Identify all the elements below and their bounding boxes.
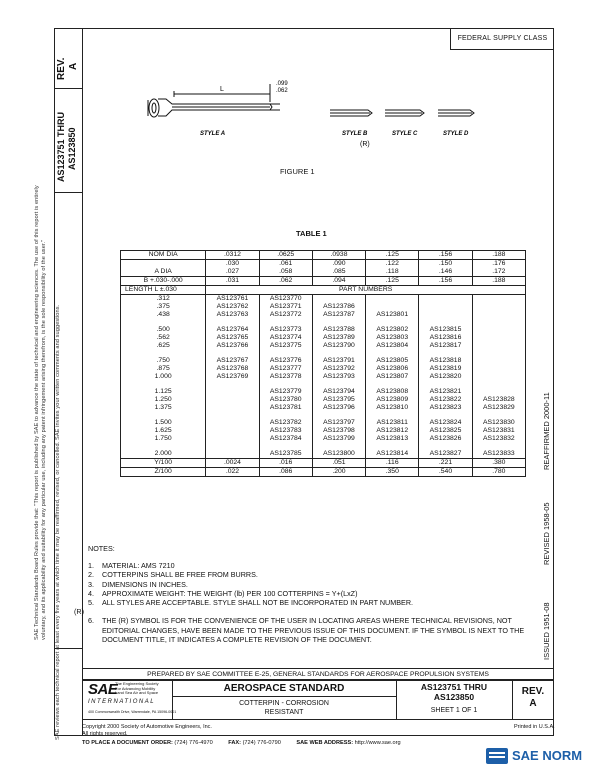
table-cell: AS123782	[259, 419, 312, 427]
table-cell: AS123822	[419, 396, 472, 404]
issued-date: ISSUED 1951-08	[542, 602, 551, 660]
note-number: 6.	[88, 616, 94, 626]
note-number: 4.	[88, 588, 94, 598]
row-label-cell: 1.375	[121, 404, 206, 412]
table-cell: .221	[419, 459, 472, 468]
notes-section	[74, 544, 548, 644]
table-cell: AS123775	[259, 342, 312, 350]
style-c-label: STYLE C	[392, 131, 418, 137]
length-label: LENGTH L ±.030	[121, 286, 206, 295]
spacer-row	[121, 381, 526, 388]
table-cell: .090	[312, 260, 365, 269]
table-row	[121, 326, 526, 334]
note-item	[88, 580, 548, 589]
style-b-label: STYLE B	[342, 131, 368, 137]
web-label: SAE WEB ADDRESS:	[296, 740, 354, 746]
table-cell: AS123787	[312, 311, 365, 319]
doc-number	[396, 683, 512, 702]
row-label-cell: .438	[121, 311, 206, 319]
table-cell: AS123827	[419, 450, 472, 459]
row-label-cell: 1.000	[121, 373, 206, 381]
logo-tagline	[115, 682, 159, 696]
table-cell	[419, 311, 472, 319]
table-cell: .146	[419, 268, 472, 277]
document-title	[172, 700, 396, 717]
spacer-row	[121, 412, 526, 419]
sae-logo-text: SAE	[88, 681, 118, 698]
table-cell: .780	[472, 468, 525, 477]
parts-table	[120, 250, 526, 477]
reaffirmed-date: REAFFIRMED 2000-11	[542, 392, 551, 470]
part-numbers-label: PART NUMBERS	[206, 286, 526, 295]
table-cell	[472, 303, 525, 311]
note-number: 3.	[88, 579, 94, 589]
sae-logo	[88, 683, 117, 697]
table-row	[121, 404, 526, 412]
table-cell: .116	[366, 459, 419, 468]
header-row	[121, 260, 526, 269]
row-label-cell: B +.030-.000	[121, 277, 206, 286]
table-cell: AS123801	[366, 311, 419, 319]
table-cell	[472, 311, 525, 319]
table-cell: .156	[419, 277, 472, 286]
table-cell: AS123777	[259, 365, 312, 373]
row-label-cell: A DIA	[121, 268, 206, 277]
table-cell: AS123797	[312, 419, 365, 427]
table-cell: AS123829	[472, 404, 525, 412]
table-cell: .125	[366, 277, 419, 286]
row-label-cell: Y/100	[121, 459, 206, 468]
row-label-cell: 1.625	[121, 427, 206, 435]
row-label-cell: .562	[121, 334, 206, 342]
table-cell: AS123771	[259, 303, 312, 311]
rev-block	[512, 686, 554, 710]
printed-in: Printed in U.S.A.	[514, 724, 555, 730]
side-rev-value: A	[68, 62, 79, 70]
table-cell: AS123780	[259, 396, 312, 404]
header-row	[121, 268, 526, 277]
table-cell: AS123778	[259, 373, 312, 381]
left-strip-divider	[54, 88, 82, 89]
note-item	[88, 589, 548, 598]
row-label-cell: 1.125	[121, 388, 206, 396]
table-cell: AS123821	[419, 388, 472, 396]
note-number: 1.	[88, 561, 94, 571]
table-cell: AS123807	[366, 373, 419, 381]
table-row	[121, 342, 526, 350]
table-cell: AS123786	[312, 303, 365, 311]
table-cell	[366, 295, 419, 304]
table-cell: .027	[206, 268, 259, 277]
table-cell: AS123805	[366, 357, 419, 365]
table-cell	[472, 326, 525, 334]
table-cell	[472, 365, 525, 373]
table-row	[121, 303, 526, 311]
side-rev-label: REV.	[56, 57, 67, 80]
row-label-cell: Z/100	[121, 468, 206, 477]
spacer-row	[121, 319, 526, 326]
spacer-row	[121, 443, 526, 450]
table-cell: .016	[259, 459, 312, 468]
table-row	[121, 365, 526, 373]
table-cell: .0625	[259, 251, 312, 260]
logo-sub2: For Advancing Mobility	[115, 685, 156, 691]
table-cell: AS123826	[419, 435, 472, 443]
footer-row	[121, 468, 526, 477]
cotterpin-style-b	[330, 110, 372, 116]
table-cell: .086	[259, 468, 312, 477]
legal-line: SAE reviews each technical report at least every five years at which time it may be reaffirmed, revised, or cancelled. SAE invites your written comments and suggestions.	[55, 304, 61, 740]
row-label-cell: 2.000	[121, 450, 206, 459]
table-cell: AS123814	[366, 450, 419, 459]
watermark-text: SAE NORM	[512, 748, 583, 763]
dim-1: .099	[276, 81, 288, 87]
table-cell: AS123796	[312, 404, 365, 412]
table-cell: AS123809	[366, 396, 419, 404]
rev-label: REV.	[521, 686, 545, 697]
table-cell: AS123803	[366, 334, 419, 342]
table-row	[121, 427, 526, 435]
revised-date: REVISED 1958-05	[542, 502, 551, 565]
table-cell: AS123812	[366, 427, 419, 435]
table-cell: AS123828	[472, 396, 525, 404]
rights: All rights reserved.	[82, 730, 128, 737]
cotterpin-style-c	[385, 110, 424, 116]
figure-drawing	[120, 72, 500, 152]
logo-international: INTERNATIONAL	[88, 699, 156, 705]
prepared-by: PREPARED BY SAE COMMITTEE E-25, GENERAL STANDARDS FOR AEROSPACE PROPULSION SYSTEMS	[147, 671, 489, 678]
web-url[interactable]: http://www.sae.org	[354, 740, 401, 746]
table-cell: .125	[366, 251, 419, 260]
table-cell: AS123764	[206, 326, 259, 334]
table-cell: AS123765	[206, 334, 259, 342]
title-line-2: RESISTANT	[264, 708, 304, 716]
note-number: 2.	[88, 570, 94, 580]
side-doc-range: AS123751 THRU	[56, 111, 66, 182]
table-cell	[206, 435, 259, 443]
note-item	[88, 570, 548, 579]
table-cell: AS123792	[312, 365, 365, 373]
style-d-label: STYLE D	[443, 131, 469, 137]
table-cell: AS123793	[312, 373, 365, 381]
fax-phone: (724) 776-0790	[242, 740, 281, 746]
table-cell: .058	[259, 268, 312, 277]
table-cell	[206, 427, 259, 435]
table-cell: .156	[419, 251, 472, 260]
note-item	[88, 616, 548, 644]
table-cell: .0312	[206, 251, 259, 260]
prepared-by-bar	[82, 668, 554, 680]
table-cell: AS123830	[472, 419, 525, 427]
table-cell	[472, 373, 525, 381]
table-cell: AS123772	[259, 311, 312, 319]
spacer-row	[121, 350, 526, 357]
table-cell: AS123813	[366, 435, 419, 443]
table-cell: AS123820	[419, 373, 472, 381]
table-cell: AS123790	[312, 342, 365, 350]
table-cell: AS123779	[259, 388, 312, 396]
table-cell: AS123770	[259, 295, 312, 304]
table-cell: AS123769	[206, 373, 259, 381]
footer-row	[121, 459, 526, 468]
dim-l: L	[220, 86, 224, 93]
table-cell: AS123762	[206, 303, 259, 311]
table-cell: .150	[419, 260, 472, 269]
row-label-cell: .750	[121, 357, 206, 365]
table-row	[121, 388, 526, 396]
legal-line: SAE Technical Standards Board Rules provide that: "This report is published by SAE to advance the state of technical and engineering sciences. The use of this report is entirely	[34, 185, 40, 640]
table-cell	[312, 295, 365, 304]
table-row	[121, 311, 526, 319]
table-cell: AS123781	[259, 404, 312, 412]
table-cell: AS123766	[206, 342, 259, 350]
table-cell: AS123767	[206, 357, 259, 365]
doc-range: AS123751 THRU	[420, 682, 488, 692]
note-text: DIMENSIONS IN INCHES.	[102, 579, 188, 589]
row-label-cell: .875	[121, 365, 206, 373]
figure-caption: FIGURE 1	[280, 167, 315, 176]
table-cell: .122	[366, 260, 419, 269]
table-row	[121, 419, 526, 427]
table-cell: .085	[312, 268, 365, 277]
table-cell	[206, 388, 259, 396]
table-cell	[206, 404, 259, 412]
table-cell: AS123831	[472, 427, 525, 435]
table-cell: .118	[366, 268, 419, 277]
table-cell: AS123789	[312, 334, 365, 342]
table-cell: AS123816	[419, 334, 472, 342]
order-label: TO PLACE A DOCUMENT ORDER:	[82, 740, 173, 746]
table-cell: AS123818	[419, 357, 472, 365]
table-cell: AS123761	[206, 295, 259, 304]
table-row	[121, 396, 526, 404]
table-cell: AS123808	[366, 388, 419, 396]
table-row	[121, 357, 526, 365]
row-label-cell: .375	[121, 303, 206, 311]
row-label-cell: 1.250	[121, 396, 206, 404]
table-cell: AS123799	[312, 435, 365, 443]
note-text: ALL STYLES ARE ACCEPTABLE. STYLE SHALL NOT BE INCORPORATED IN PART NUMBER.	[102, 598, 414, 608]
table-cell: AS123785	[259, 450, 312, 459]
table-title: TABLE 1	[296, 229, 327, 238]
table-cell: AS123763	[206, 311, 259, 319]
logo-sub3: Land Sea Air and Space	[115, 690, 159, 695]
table-cell	[419, 295, 472, 304]
table-cell: .062	[259, 277, 312, 286]
table-cell: AS123825	[419, 427, 472, 435]
table-cell: .061	[259, 260, 312, 269]
table-row	[121, 334, 526, 342]
table-cell: AS123824	[419, 419, 472, 427]
table-cell: AS123833	[472, 450, 525, 459]
doc-end: AS123850	[433, 691, 475, 702]
rev-value: A	[529, 698, 537, 709]
cotterpin-style-d	[438, 110, 474, 116]
table-cell: AS123784	[259, 435, 312, 443]
table-cell: .030	[206, 260, 259, 269]
row-label-cell: .312	[121, 295, 206, 304]
note-rev-mark: (R)	[74, 607, 84, 617]
table-cell: AS123815	[419, 326, 472, 334]
table-cell	[472, 342, 525, 350]
header-row	[121, 277, 526, 286]
style-a-label: STYLE A	[200, 131, 226, 137]
note-text: COTTERPINS SHALL BE FREE FROM BURRS.	[102, 570, 258, 580]
table-cell	[472, 388, 525, 396]
watermark-logo-icon	[484, 744, 510, 768]
table-cell: AS123802	[366, 326, 419, 334]
table-cell	[472, 295, 525, 304]
row-label-cell: NOM DIA	[121, 251, 206, 260]
table-cell: AS123804	[366, 342, 419, 350]
standard-type: AEROSPACE STANDARD	[223, 683, 345, 694]
table-row	[121, 450, 526, 459]
table-cell: AS123768	[206, 365, 259, 373]
table-cell: .540	[419, 468, 472, 477]
table-cell: AS123800	[312, 450, 365, 459]
table-cell: .172	[472, 268, 525, 277]
order-phone: (724) 776-4970	[174, 740, 213, 746]
table-cell	[366, 303, 419, 311]
table-cell: AS123806	[366, 365, 419, 373]
copyright: Copyright 2000 Society of Automotive Engineers, Inc.	[82, 724, 212, 730]
dim-2: .062	[276, 88, 288, 94]
table-cell: AS123823	[419, 404, 472, 412]
table-cell: .176	[472, 260, 525, 269]
sheet-number: SHEET 1 OF 1	[430, 707, 478, 714]
table-row	[121, 295, 526, 304]
logo-address: 400 Commonwealth Drive, Warrendale, PA 15096-0001	[88, 710, 177, 714]
table-cell: AS123819	[419, 365, 472, 373]
order-info	[82, 740, 401, 746]
table-cell: AS123832	[472, 435, 525, 443]
table-cell: AS123794	[312, 388, 365, 396]
table-cell: .022	[206, 468, 259, 477]
table-cell: .031	[206, 277, 259, 286]
header-row	[121, 251, 526, 260]
table-cell	[206, 450, 259, 459]
table-cell: AS123798	[312, 427, 365, 435]
table-cell: .188	[472, 277, 525, 286]
table-cell	[472, 357, 525, 365]
table-cell: AS123776	[259, 357, 312, 365]
copyright-block	[82, 724, 212, 737]
table-cell: .094	[312, 277, 365, 286]
table-cell: .200	[312, 468, 365, 477]
table-cell: AS123791	[312, 357, 365, 365]
table-cell: AS123817	[419, 342, 472, 350]
title-line-1: COTTERPIN - CORROSION	[239, 700, 329, 707]
table-cell: AS123774	[259, 334, 312, 342]
row-label-cell: 1.750	[121, 435, 206, 443]
table-cell: AS123811	[366, 419, 419, 427]
table-row	[121, 373, 526, 381]
table-cell: .188	[472, 251, 525, 260]
note-text: MATERIAL: AMS 7210	[102, 561, 175, 571]
table-cell: AS123795	[312, 396, 365, 404]
figure-rev-mark: (R)	[360, 141, 370, 148]
left-strip-divider	[54, 192, 82, 193]
table-cell: AS123773	[259, 326, 312, 334]
table-row	[121, 435, 526, 443]
legal-line: voluntary, and its applicability and suitability for any particular use, including any patent infringement arising therefrom, is the sole responsibility of the user."	[41, 239, 47, 640]
table-cell: .0938	[312, 251, 365, 260]
table-cell	[206, 396, 259, 404]
fax-label: FAX:	[228, 740, 241, 746]
notes-heading: NOTES:	[88, 544, 115, 553]
logo-sub1: The Engineering Society	[115, 681, 159, 686]
side-doc-end: AS123850	[67, 127, 77, 170]
table-cell: .051	[312, 459, 365, 468]
table-cell: .0024	[206, 459, 259, 468]
note-text: APPROXIMATE WEIGHT: THE WEIGHT (lb) PER 100 COTTERPINS = Y+(LxZ)	[102, 588, 358, 598]
note-item	[88, 561, 548, 570]
note-text: THE (R) SYMBOL IS FOR THE CONVENIENCE OF THE USER IN LOCATING AREAS WHERE TECHNICAL REVISIONS, NOT EDITORIAL CHANGES, HAVE BEEN MADE TO THE PREVIOUS ISSUE OF THIS DOCUMENT. IF THE SYMBOL IS NEXT TO THE DOCUMENT TITLE, IT INDICATES A COMPLETE REVISION OF THE DOCUMENT.	[102, 616, 525, 644]
row-label-cell: .625	[121, 342, 206, 350]
table-cell	[206, 419, 259, 427]
row-label-cell	[121, 260, 206, 269]
note-number: 5.	[88, 598, 94, 608]
note-item	[88, 598, 548, 607]
cotterpin-style-a	[148, 84, 280, 117]
row-label-cell: .500	[121, 326, 206, 334]
table-cell: AS123810	[366, 404, 419, 412]
table-cell	[472, 334, 525, 342]
table-cell: AS123788	[312, 326, 365, 334]
table-cell: AS123783	[259, 427, 312, 435]
table-cell: .380	[472, 459, 525, 468]
federal-supply-class: FEDERAL SUPPLY CLASS	[450, 28, 554, 50]
table-cell: .350	[366, 468, 419, 477]
row-label-cell: 1.500	[121, 419, 206, 427]
table-cell	[419, 303, 472, 311]
length-header-row	[121, 286, 526, 295]
